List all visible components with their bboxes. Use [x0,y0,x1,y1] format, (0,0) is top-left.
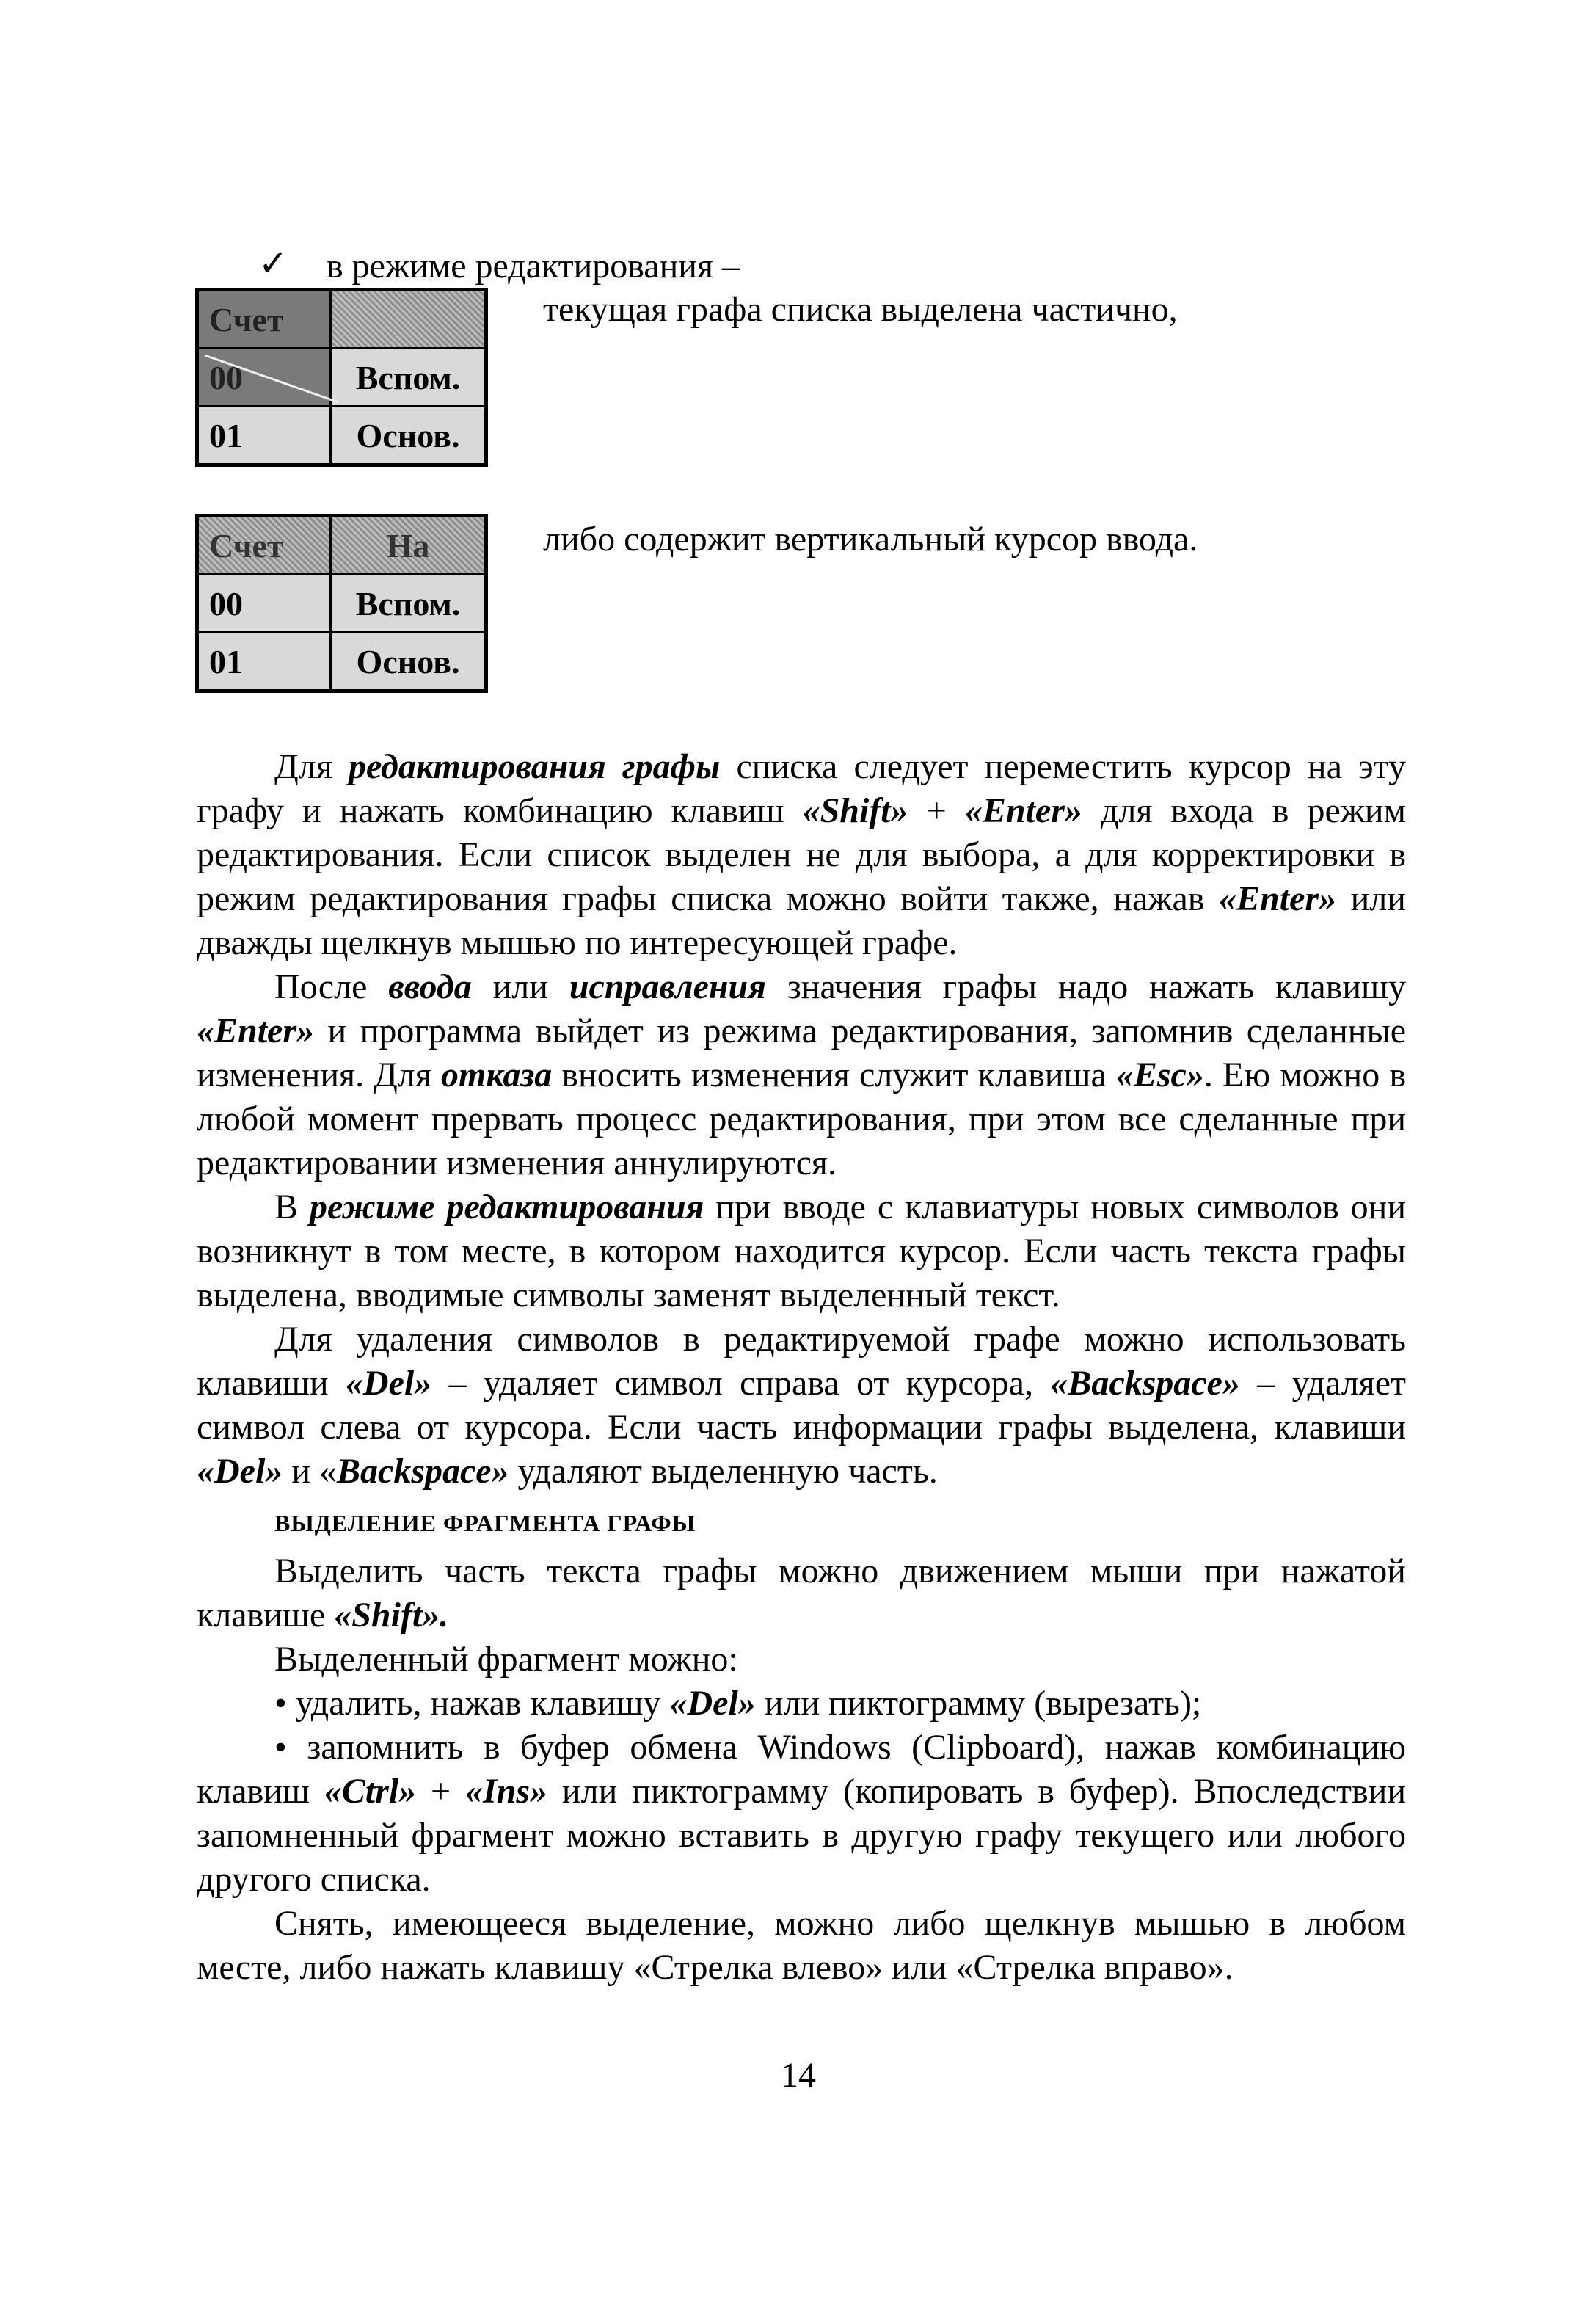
table2-cell-main: Основ. [331,633,487,691]
body-text [197,745,1406,1990]
page-number: 14 [781,2056,816,2095]
paragraph-mode: В режиме редактирования при вводе с клавиатуры новых символов они возникнут в том месте, в котором находится курсор. Если часть текста графы выделена, вводимые символы заменят выделенный текст. [197,1188,1407,1315]
table2-header-to: На [331,516,487,575]
paragraph-delete: Для удаления символов в редактируемой графе можно использовать клавиши «Del» – удаляет символ справа от курсора, «Backspace» – удаляет символ слева от курсора. Если часть информации графы выделена, клавиши «Del» и «Backspace» удаляют выделенную часть. [197,1320,1407,1491]
table1-cell-aux: Вспом. [331,349,487,407]
paragraph-fragment: Выделенный фрагмент можно: [274,1640,738,1679]
table1-header-blank [331,290,487,349]
table2-cell-00: 00 [197,575,331,633]
table2-cell-01: 01 [197,633,331,691]
table1-cell-00 [197,349,331,407]
table1-cell-01: 01 [197,407,331,465]
table2-header-account: Счет [197,516,331,575]
intro-line: в режиме редактирования – [327,247,740,286]
paragraph-editing: Для редактирования графы списка следует переместить курсор на эту графу и нажать комбинацию клавиш «Shift» + «Enter» для входа в режим редактирования. Если список выделен не для выбора, а для корректировки в режим редактирования графы списка можно войти также, нажав «Enter» или дважды щелкнув мышью по интересующей графе. [197,747,1406,962]
check-icon: ✓ [258,244,288,283]
bullet-icon: • [274,1728,287,1767]
caption-2: либо содержит вертикальный курсор ввода. [543,520,1198,559]
table1-header-account: Счет [197,290,331,349]
bullet-icon: • [274,1684,287,1723]
paragraph-deselect: Снять, имеющееся выделение, можно либо щелкнув мышью в любом месте, либо нажать клавишу «Стрелка влево» или «Стрелка вправо». [197,1904,1406,1987]
table1-cell-main: Основ. [331,407,487,465]
example-table-2 [195,514,488,693]
example-table-1 [195,288,488,467]
section-heading: ВЫДЕЛЕНИЕ ФРАГМЕНТА ГРАФЫ [274,1510,696,1536]
paragraph-input: После ввода или исправления значения графы надо нажать клавишу «Enter» и программа выйдет из режима редактирования, запомнив сделанные изменения. Для отказа вносить изменения служит клавиша «Esc». Ею можно в любой момент прервать процесс редактирования, при этом все сделанные при редактировании изменения аннулируются. [197,967,1406,1182]
paragraph-select: Выделить часть текста графы можно движением мыши при нажатой клавише «Shift». [197,1552,1406,1635]
bullet-delete: • удалить, нажав клавишу «Del» или пиктограмму (вырезать); [274,1684,1202,1723]
table1-cell-00-text: 00 [209,358,243,396]
diagonal-line [199,349,338,408]
table2-cell-aux: Вспом. [331,575,487,633]
bullet-clipboard: • запомнить в буфер обмена Windows (Clipboard), нажав комбинацию клавиш «Ctrl» + «Ins» или пиктограмму (копировать в буфер). Впоследствии запомненный фрагмент можно вставить в другую графу текущего или любого другого списка. [197,1728,1407,1899]
caption-1: текущая графа списка выделена частично, [543,290,1178,329]
